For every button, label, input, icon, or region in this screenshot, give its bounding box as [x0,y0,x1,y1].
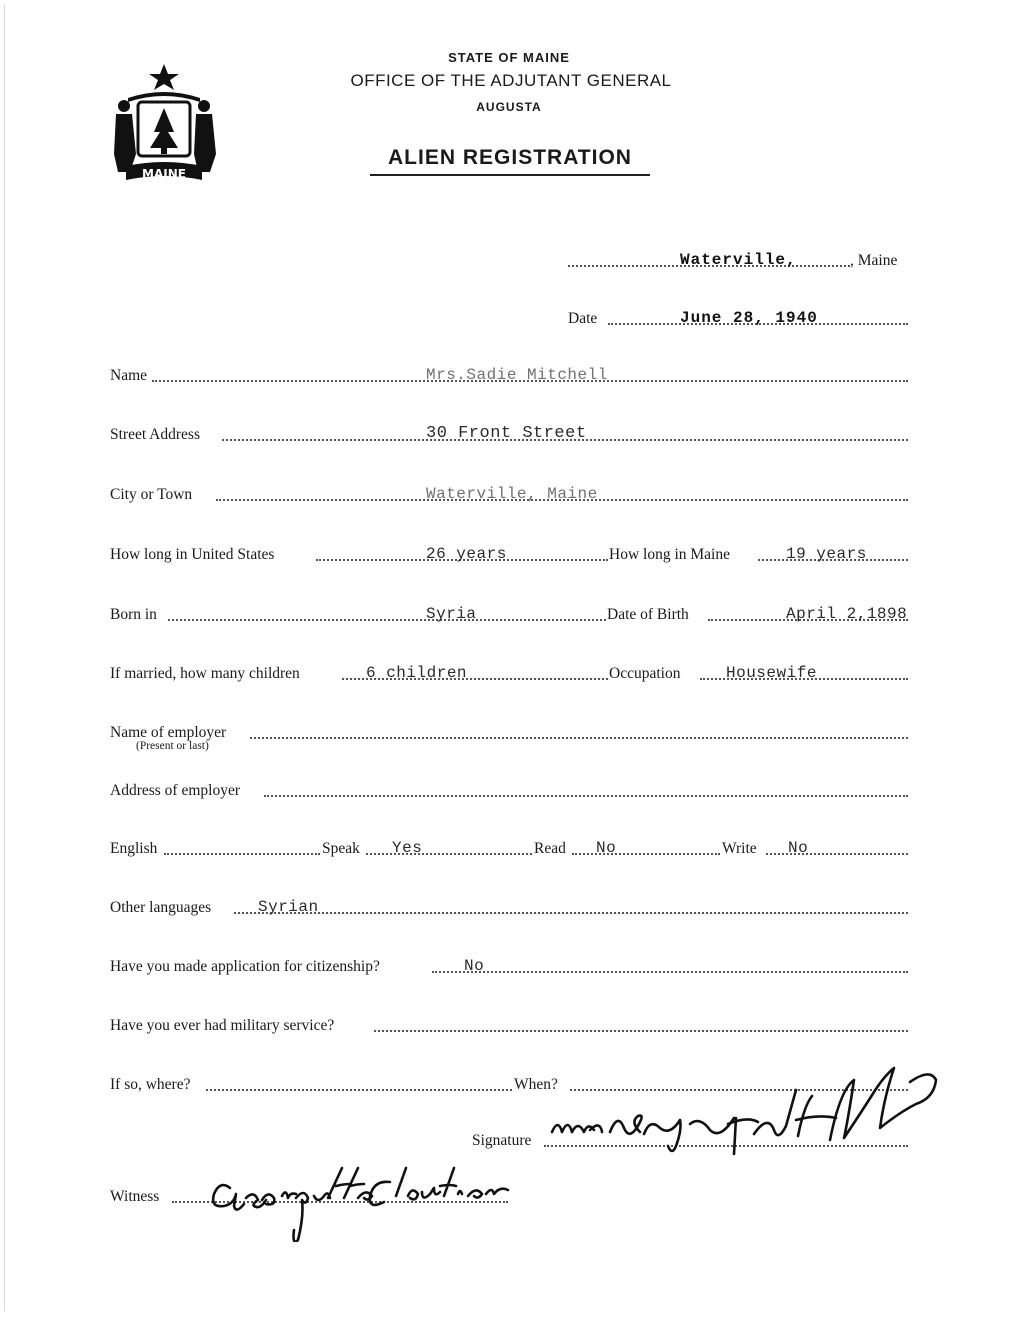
header-state: STATE OF MAINE [448,50,570,65]
born-in-value[interactable]: Syria [426,605,477,623]
place-row [0,240,1024,270]
how-long-us-label: How long in United States [110,546,275,563]
other-languages-value[interactable]: Syrian [258,898,319,916]
place-suffix-label: , Maine [850,252,898,269]
residence-duration-row [0,534,1024,564]
applicant-signature [540,1060,950,1170]
military-line [374,1030,908,1032]
employer-address-row [0,770,1024,800]
occupation-label: Occupation [609,665,681,682]
born-in-label: Born in [110,606,157,623]
read-label: Read [534,840,566,857]
where-line [206,1089,512,1091]
date-label: Date [568,310,598,327]
read-line [572,853,720,855]
city-label: City or Town [110,486,193,503]
children-label: If married, how many children [110,665,300,682]
date-of-birth-value[interactable]: April 2,1898 [786,605,908,623]
employer-address-label: Address of employer [110,782,240,799]
children-occupation-row [0,653,1024,683]
signature-label: Signature [472,1132,532,1149]
speak-line [366,853,532,855]
name-value[interactable]: Mrs.Sadie Mitchell [426,366,608,384]
how-long-maine-label: How long in Maine [609,546,730,563]
citizenship-value[interactable]: No [464,957,485,975]
birth-row [0,594,1024,624]
date-of-birth-label: Date of Birth [607,606,689,623]
witness-label: Witness [110,1188,160,1205]
other-languages-label: Other languages [110,899,212,916]
date-row [0,298,1024,328]
occupation-value[interactable]: Housewife [726,664,817,682]
when-label: When? [514,1076,558,1093]
english-row [0,828,1024,858]
employer-name-row [0,712,1024,752]
name-row [0,355,1024,385]
header-office: OFFICE OF THE ADJUTANT GENERAL [350,71,672,90]
date-value[interactable]: June 28, 1940 [680,309,818,327]
write-label: Write [722,840,757,857]
header-city: AUGUSTA [476,100,542,114]
military-label: Have you ever had military service? [110,1017,335,1034]
witness-signature [200,1152,530,1242]
employer-name-sublabel: (Present or last) [136,740,209,752]
seal-lettering: MAINE [142,167,186,181]
how-long-us-value[interactable]: 26 years [426,545,507,563]
speak-label: Speak [322,840,360,857]
military-row [0,1005,1024,1035]
name-label: Name [110,367,148,384]
english-label: English [110,840,158,857]
city-value[interactable]: Waterville, Maine [426,485,598,503]
form-title: ALIEN REGISTRATION [370,146,650,176]
speak-value[interactable]: Yes [392,839,423,857]
street-address-value[interactable]: 30 Front Street [426,424,587,443]
other-languages-row [0,887,1024,917]
where-label: If so, where? [110,1076,191,1093]
city-row [0,474,1024,504]
citizenship-row [0,946,1024,976]
children-value[interactable]: 6 children [366,664,468,682]
employer-address-line [264,795,908,797]
citizenship-label: Have you made application for citizenship? [110,958,380,975]
other-languages-line [234,912,908,914]
citizenship-line [432,971,908,973]
street-address-row [0,414,1024,444]
employer-name-label: Name of employer [110,724,227,741]
write-value[interactable]: No [788,839,809,857]
read-value[interactable]: No [596,839,617,857]
street-address-label: Street Address [110,426,200,443]
place-value[interactable]: Waterville, [680,251,797,269]
how-long-maine-value[interactable]: 19 years [786,545,867,563]
employer-name-line [250,737,908,739]
english-line [164,853,320,855]
born-in-line [168,619,606,621]
